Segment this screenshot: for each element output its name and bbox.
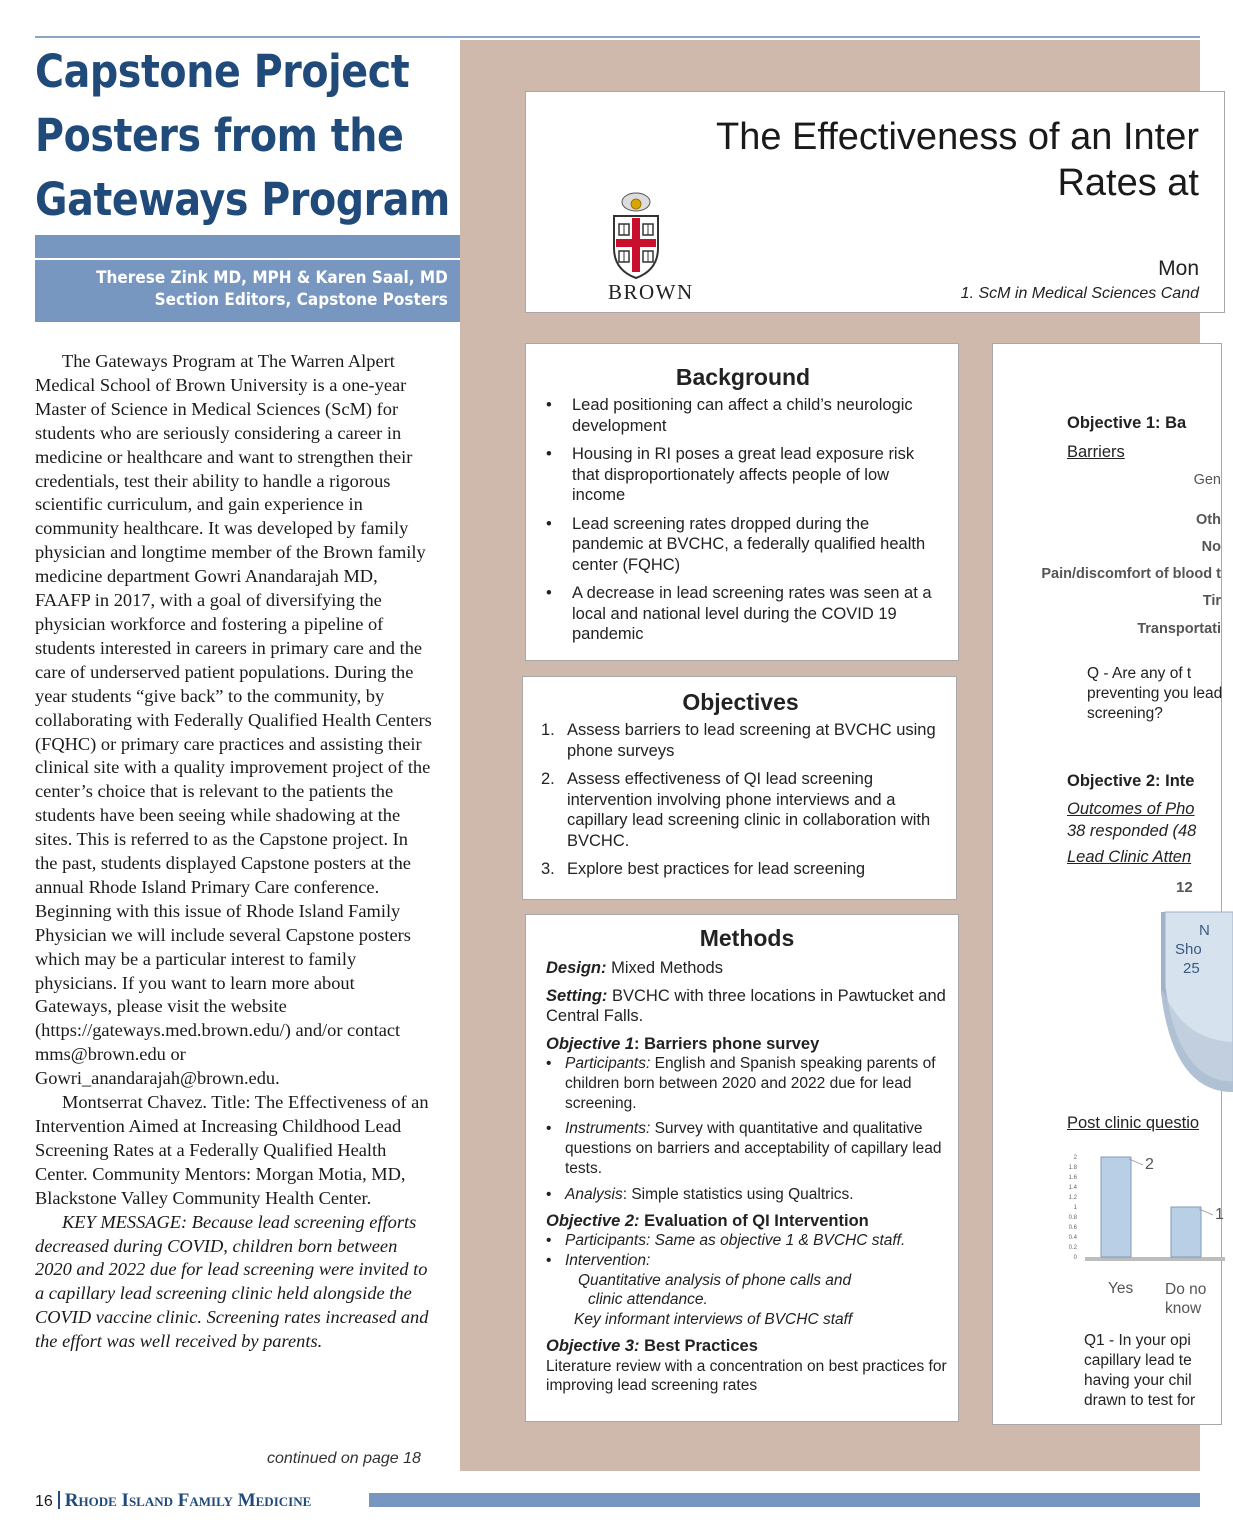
editor-divider (35, 258, 460, 260)
obj3-label: Objective 3: (546, 1337, 640, 1356)
background-heading: Background (675, 364, 811, 390)
footer-separator (58, 1491, 60, 1509)
methods-objective-3 (546, 1336, 948, 1357)
brown-wordmark: BROWN (608, 280, 694, 304)
objective-text: Explore best practices for lead screening (567, 860, 866, 878)
axis-tick-label: 1.8 (1068, 1165, 1077, 1171)
pie-label: N (1199, 922, 1210, 939)
responded-text: 38 responded (48 (1067, 822, 1197, 840)
background-panel (525, 343, 959, 661)
axis-tick-label: 1 (1073, 1205, 1077, 1211)
top-rule (35, 36, 1200, 38)
poster-credit-paragraph: Montserrat Chavez. Title: The Effectiveness of an Intervention Aimed at Increasing Childhood Lead Screening Rates at a Federally Qualified Health Center. Community Mentors: Morgan Motia, MD, Blackstone Valley Community Health Center. (35, 1092, 429, 1208)
setting-text: BVCHC with three locations in Pawtucket and Central Falls. (546, 986, 946, 1025)
objectives-panel (522, 676, 957, 900)
setting-label: Setting: (546, 986, 608, 1005)
axis-tick-label: 0.6 (1068, 1225, 1077, 1231)
poster-author: Mon (1158, 257, 1199, 280)
poster-title (716, 114, 1199, 206)
obj1-label: Objective 1 (546, 1034, 635, 1053)
poster-affiliation: 1. ScM in Medical Sciences Cand (960, 285, 1199, 302)
intro-paragraph: The Gateways Program at The Warren Alpert Medical School of Brown University is a one-year Master of Science in Medical Sciences (ScM) for students who are seriously considering a career in medicine or healthcare and want to strengthen their credentials, test their ability to handle a rigorous scientific curriculum, and gain experience in community healthcare. It was developed by family physician and longtime member of the Brown family medicine department Gowri Anandarajah MD, FAAFP in 2017, with a goal of diversifying the physician workforce and fostering a pipeline of students interested in careers in primary care and the care of underserved patient populations. During the year students “give back” to the community, by collaborating with Federally Qualified Health Centers (FQHC) or primary care practices and assisting their clinical site with a quality improvement project of the center’s choice that is relevant to the patients the students have been seeing while shadowing at the sites. This is referred to as the Capstone project. In the past, students displayed Capstone posters at the annual Rhode Island Primary Care conference. Beginning with this issue of Rhode Island Family Physician we will include several Capstone posters which may be a particular interest to family physicians. If you want to learn more about Gateways, please visit the website (https://gateways.med.brown.edu/) and/or contact mms@brown.edu or Gowri_anandarajah@brown.edu. (35, 351, 432, 1089)
obj1-bullet (546, 1185, 948, 1205)
objective-item (541, 720, 940, 761)
objectives-heading: Objectives (682, 689, 799, 715)
continued-note: continued on page 18 (267, 1450, 421, 1467)
axis-tick-label: 1.4 (1068, 1185, 1077, 1191)
design-text: Mixed Methods (606, 959, 723, 977)
pie-label: 25 (1183, 960, 1200, 977)
outcomes-label: Outcomes of Pho (1067, 800, 1195, 818)
capstone-poster (460, 40, 1224, 1471)
obj2-sub-3: Key informant interviews of BVCHC staff (574, 1311, 853, 1329)
obj2-bullet (546, 1231, 948, 1251)
barrier-label: Pain/discomfort of blood t (1041, 566, 1221, 582)
obj2-sub-1: Quantitative analysis of phone calls and (578, 1271, 852, 1289)
obj1-title: : Barriers phone survey (634, 1034, 820, 1053)
barrier-label: Transportati (1137, 621, 1221, 637)
methods-objective-2 (546, 1211, 948, 1232)
results-obj2-heading: Objective 2: Inte (1067, 772, 1195, 790)
axis-tick-label: 0.4 (1068, 1235, 1077, 1241)
title-line-3: Gateways Program (35, 173, 450, 226)
objective-text: Assess effectiveness of QI lead screening intervention involving phone interviews and a capillary lead screening clinic in collaboration with BVCHC. (567, 770, 931, 850)
journal-name: Rhode Island Family Medicine (64, 1490, 312, 1511)
methods-setting (546, 986, 948, 1027)
objective-item (541, 769, 940, 851)
barrier-label: Oth (1196, 512, 1221, 528)
obj2-title: Evaluation of QI Intervention (639, 1211, 869, 1230)
bar (1171, 1207, 1201, 1257)
methods-panel (525, 914, 959, 1422)
background-bullet: • Lead screening rates dropped during the pandemic at BVCHC, a federally qualified health center (FQHC) (546, 514, 940, 576)
obj1-bullet (546, 1054, 948, 1113)
page-footer (35, 1490, 311, 1512)
objective-text: Assess barriers to lead screening at BVCHC using phone surveys (567, 721, 936, 760)
editor-band (35, 235, 460, 322)
obj1-bullet-text: : Simple statistics using Qualtrics. (622, 1185, 854, 1203)
obj2-intervention: Intervention: (565, 1251, 651, 1269)
category-label: Do no know (1165, 1281, 1207, 1317)
editors-line-2: Section Editors, Capstone Posters (154, 290, 449, 310)
obj2-bullet-text: bjective 1 & BVCHC staff. (728, 1232, 906, 1250)
obj3-text: Literature review with a concentration on best practices for improving lead screening rates (546, 1357, 947, 1395)
article-title (35, 40, 450, 232)
background-bullet: • A decrease in lead screening rates was seen at a local and national level during the COVID 19 pandemic (546, 583, 940, 645)
page-number: 16 (35, 1493, 53, 1510)
obj1-bullet-label: Analysis (565, 1185, 623, 1203)
post-clinic-label: Post clinic questio (1067, 1114, 1200, 1132)
key-message-label: KEY MESSAGE: (62, 1211, 188, 1232)
axis-tick-label: 0.8 (1068, 1215, 1077, 1221)
axis-tick-label: 0.2 (1068, 1245, 1077, 1251)
background-bullet: • Lead positioning can affect a child’s neurologic development (546, 395, 940, 436)
footer-bar (369, 1493, 1200, 1507)
clinic-attendance-label: Lead Clinic Atten (1067, 848, 1192, 866)
barriers-question: Q - Are any of t preventing you lead screening? (1087, 665, 1223, 722)
bar-value-label: 2 (1145, 1156, 1154, 1173)
editors-line-1: Therese Zink MD, MPH & Karen Saal, MD (96, 268, 448, 288)
poster-header (525, 91, 1225, 313)
key-message-paragraph (35, 1211, 435, 1354)
background-list (546, 395, 940, 645)
pie-label: Sho (1175, 941, 1202, 958)
objective-number: 3. (541, 860, 555, 878)
barrier-label: No (1201, 539, 1221, 555)
bar-value-label: 1 (1215, 1206, 1224, 1223)
obj2-bullet-label: Participants: Same as o (565, 1232, 729, 1250)
methods-design (546, 958, 948, 979)
post-clinic-bar-chart (1063, 1139, 1223, 1269)
obj1-bullet-text: Survey with quantitative and qualitative questions on barriers and acceptability of capillary lead tests. (565, 1120, 942, 1177)
q1-question: Q1 - In your opi capillary lead te having your chil drawn to test for (1084, 1332, 1196, 1409)
x-axis-base (1085, 1257, 1225, 1261)
results-panel (992, 343, 1222, 1425)
brown-shield-icon (606, 190, 666, 280)
obj1-bullet-label: Instruments: (565, 1120, 651, 1138)
objective-item (541, 859, 940, 880)
obj2-bullet (546, 1251, 948, 1271)
background-bullet: • Housing in RI poses a great lead exposure risk that disproportionately affects people of low income (546, 444, 940, 506)
objectives-list (541, 720, 940, 880)
barrier-label: Tir (1202, 593, 1221, 609)
axis-tick-label: 2 (1073, 1155, 1077, 1161)
axis-tick-label: 0 (1073, 1255, 1077, 1261)
barrier-label: Gen (1193, 472, 1221, 488)
article-body (35, 350, 435, 1354)
key-message-text: Because lead screening efforts decreased during COVID, children born between 2020 and 2022 due for lead screening were invited to a capillary lead screening clinic held alongside the COVID vaccine clinic. Screening rates increased and the effort was well received by parents. (35, 1211, 429, 1352)
methods-heading: Methods (699, 925, 795, 951)
objective-number: 1. (541, 721, 555, 739)
obj1-bullet (546, 1119, 948, 1178)
obj3-title: Best Practices (639, 1337, 758, 1356)
title-line-1: Capstone Project (35, 45, 410, 98)
obj2-sub-2: clinic attendance. (588, 1291, 708, 1309)
axis-tick-label: 1.2 (1068, 1195, 1077, 1201)
obj2-label: Objective 2: (546, 1211, 640, 1230)
poster-title-line-1: The Effectiveness of an Inter (715, 116, 1199, 158)
editor-names (96, 267, 448, 311)
barriers-label: Barriers (1067, 443, 1125, 461)
category-label: Yes (1108, 1280, 1134, 1297)
obj1-bullet-label: Participants: (565, 1055, 651, 1072)
poster-title-line-2: Rates at (1057, 162, 1199, 204)
obj1-bullet-text: English and Spanish speaking parents of children born between 2020 and 2022 due for lead screening. (565, 1055, 936, 1112)
obj2-list (546, 1231, 948, 1271)
results-obj1-heading: Objective 1: Ba (1067, 414, 1187, 432)
title-line-2: Posters from the (35, 109, 404, 162)
pie-value: 12 (1176, 879, 1193, 896)
objective-number: 2. (541, 770, 555, 788)
bar (1101, 1157, 1131, 1257)
design-label: Design: (546, 959, 607, 977)
axis-tick-label: 1.6 (1068, 1175, 1077, 1181)
obj1-list (546, 1054, 948, 1205)
methods-objective-1 (546, 1034, 948, 1055)
